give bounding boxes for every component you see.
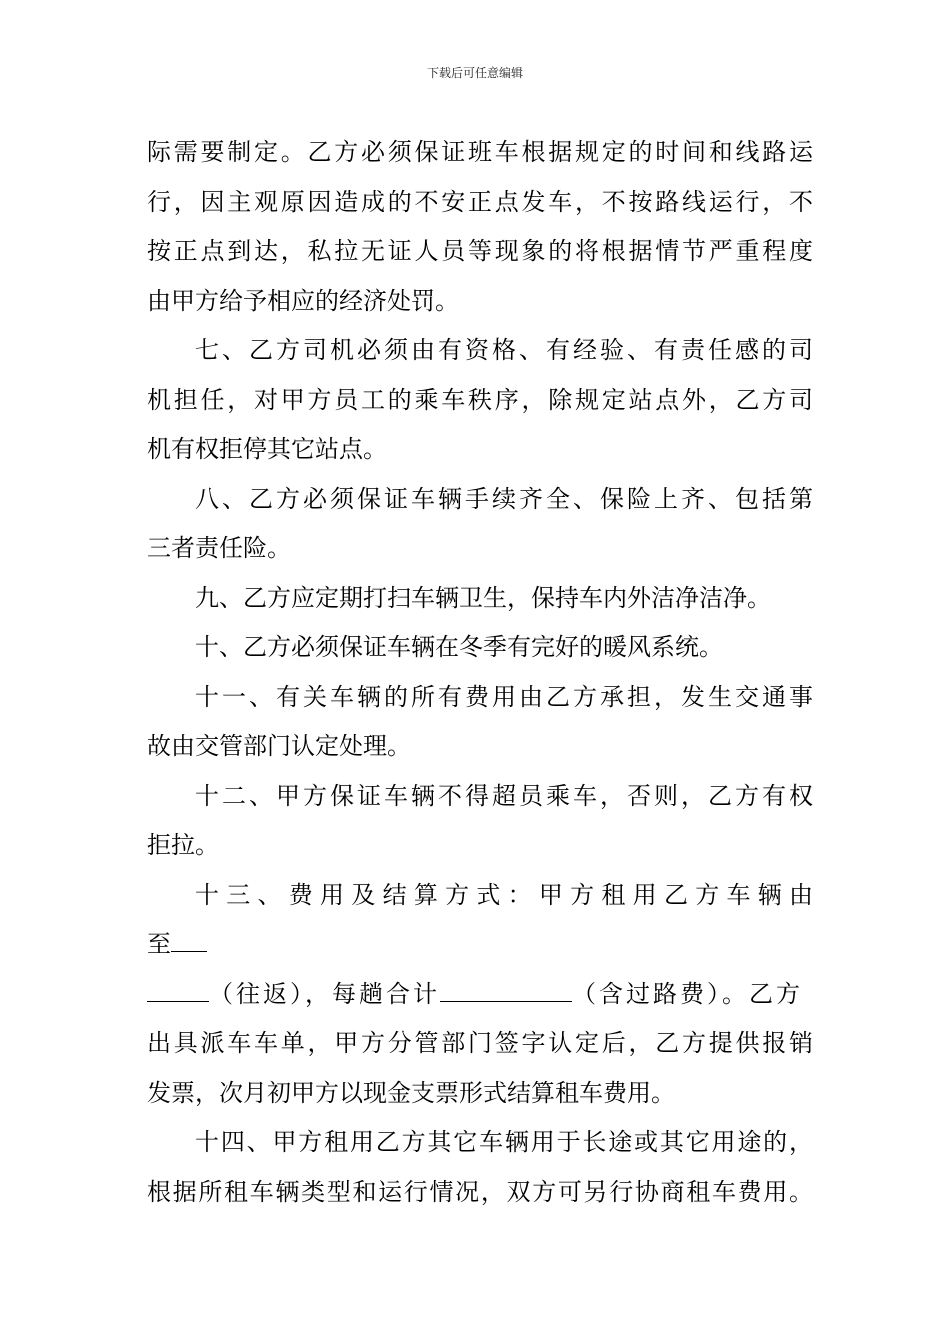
- clause-fourteen-line: 十四、甲方租用乙方其它车辆用于长途或其它用途的，: [195, 1128, 813, 1156]
- paragraph-line: 出具派车车单，甲方分管部门签字认定后，乙方提供报销: [147, 1029, 813, 1057]
- paragraph-line: 按正点到达，私拉无证人员等现象的将根据情节严重程度: [147, 237, 813, 265]
- paragraph-line: 由甲方给予相应的经济处罚。: [147, 286, 459, 315]
- clause-nine-line: 九、乙方应定期打扫车辆卫生，保持车内外洁净洁净。: [195, 583, 771, 612]
- paragraph-line: 机有权拒停其它站点。: [147, 435, 387, 463]
- clause-twelve-line: 十二、甲方保证车辆不得超员乘车，否则，乙方有权: [195, 781, 813, 810]
- destination-label: 至: [147, 930, 171, 958]
- clause-seven-line: 七、乙方司机必须由有资格、有经验、有责任感的司: [195, 336, 813, 364]
- paragraph-line: [147, 920, 813, 970]
- paragraph-line: 故由交管部门认定处理。: [147, 732, 411, 760]
- paragraph-line: [147, 970, 813, 1020]
- trip-blank: [147, 979, 209, 1002]
- paragraph-line: 际需要制定。乙方必须保证班车根据规定的时间和线路运: [147, 138, 813, 166]
- clause-thirteen-line: 十三、费用及结算方式：甲方租用乙方车辆由: [195, 880, 813, 909]
- paragraph-line: 发票，次月初甲方以现金支票形式结算租车费用。: [147, 1078, 675, 1107]
- clause-eleven-line: 十一、有关车辆的所有费用由乙方承担，发生交通事: [195, 682, 813, 711]
- paragraph-line: 拒拉。: [147, 831, 219, 859]
- round-trip-text: （往返），每趟合计: [209, 979, 440, 1008]
- document-body: [147, 128, 813, 1217]
- toll-text: （含过路费）。乙方: [572, 979, 803, 1008]
- clause-ten-line: 十、乙方必须保证车辆在冬季有完好的暖风系统。: [195, 633, 723, 661]
- paragraph-line: 根据所租车辆类型和运行情况，双方可另行协商租车费用。: [147, 1177, 813, 1206]
- destination-blank: [171, 929, 207, 952]
- clause-eight-line: 八、乙方必须保证车辆手续齐全、保险上齐、包括第: [195, 484, 813, 513]
- paragraph-line: 机担任，对甲方员工的乘车秩序，除规定站点外，乙方司: [147, 385, 813, 414]
- paragraph-line: 行，因主观原因造成的不安正点发车，不按路线运行，不: [147, 187, 813, 216]
- paragraph-line: 三者责任险。: [147, 534, 291, 562]
- page-header-note: 下载后可任意编辑: [426, 66, 523, 80]
- total-fee-blank: [440, 979, 572, 1002]
